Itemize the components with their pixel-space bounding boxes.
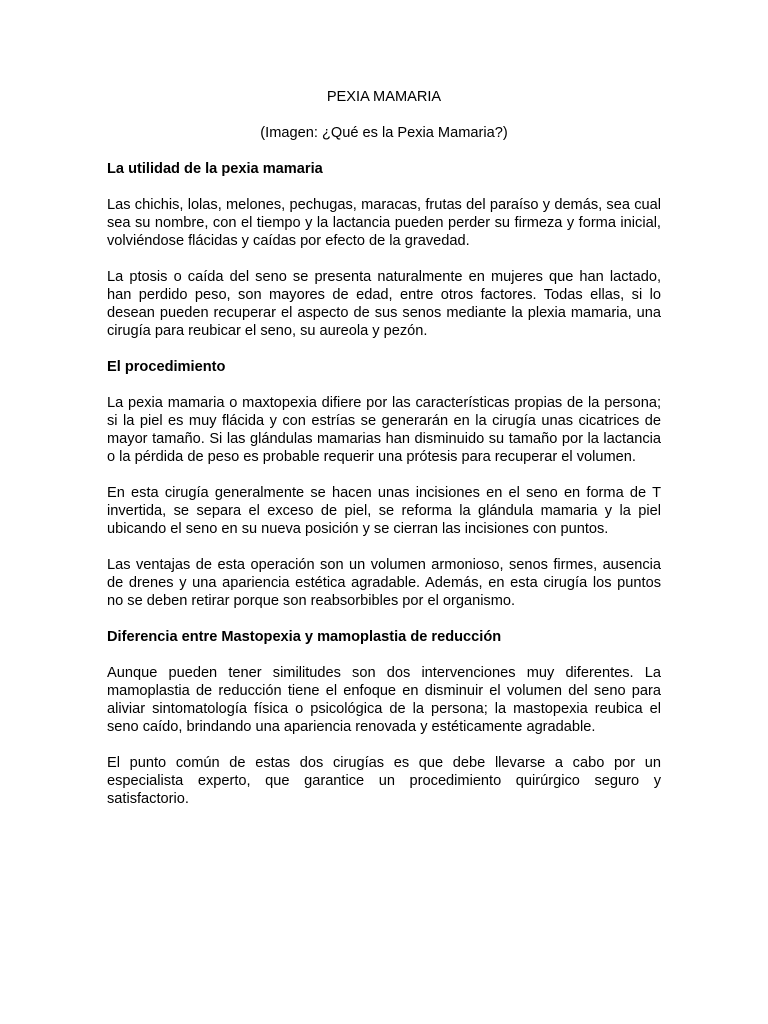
image-caption: (Imagen: ¿Qué es la Pexia Mamaria?): [260, 125, 508, 141]
paragraph: Las ventajas de esta operación son un volumen armonioso, senos firmes, ausencia de drenes y una apariencia estética agradable. Además, en esta cirugía los puntos no se deben retirar porque son reabsorbibles por el organismo.: [107, 557, 661, 609]
paragraph: El punto común de estas dos cirugías es que debe llevarse a cabo por un especialista experto, que garantice un procedimiento quirúrgico seguro y satisfactorio.: [107, 755, 661, 807]
paragraph: La ptosis o caída del seno se presenta naturalmente en mujeres que han lactado, han perdido peso, son mayores de edad, entre otros factores. Todas ellas, si lo desean pueden recuperar el aspecto de sus senos mediante la plexia mamaria, una cirugía para reubicar el seno, su aureola y pezón.: [107, 269, 661, 339]
paragraph: En esta cirugía generalmente se hacen unas incisiones en el seno en forma de T invertida, se separa el exceso de piel, se reforma la glándula mamaria y la piel ubicando el seno en su nueva posición y se cierran las incisiones con puntos.: [107, 485, 661, 537]
paragraph: Aunque pueden tener similitudes son dos intervenciones muy diferentes. La mamoplastia de reducción tiene el enfoque en disminuir el volumen del seno para aliviar sintomatología física o psicológica de la persona; la mastopexia reubica el seno caído, brindando una apariencia renovada y estéticamente agradable.: [107, 665, 661, 735]
document-title: PEXIA MAMARIA: [326, 89, 442, 105]
document-page: [107, 88, 661, 826]
paragraph: La pexia mamaria o maxtopexia difiere por las características propias de la persona; si la piel es muy flácida y con estrías se generarán en la cirugía unas cicatrices de mayor tamaño. Si las glándulas mamarias han disminuido su tamaño por la lactancia o la pérdida de peso es probable requerir una prótesis para recuperar el volumen.: [107, 395, 661, 465]
section-heading-procedimiento: El procedimiento: [107, 359, 226, 375]
paragraph: Las chichis, lolas, melones, pechugas, maracas, frutas del paraíso y demás, sea cual sea su nombre, con el tiempo y la lactancia pueden perder su firmeza y forma inicial, volviéndose flácidas y caídas por efecto de la gravedad.: [107, 197, 661, 249]
section-heading-diferencia: Diferencia entre Mastopexia y mamoplastia de reducción: [107, 629, 502, 645]
section-heading-utilidad: La utilidad de la pexia mamaria: [107, 161, 323, 177]
